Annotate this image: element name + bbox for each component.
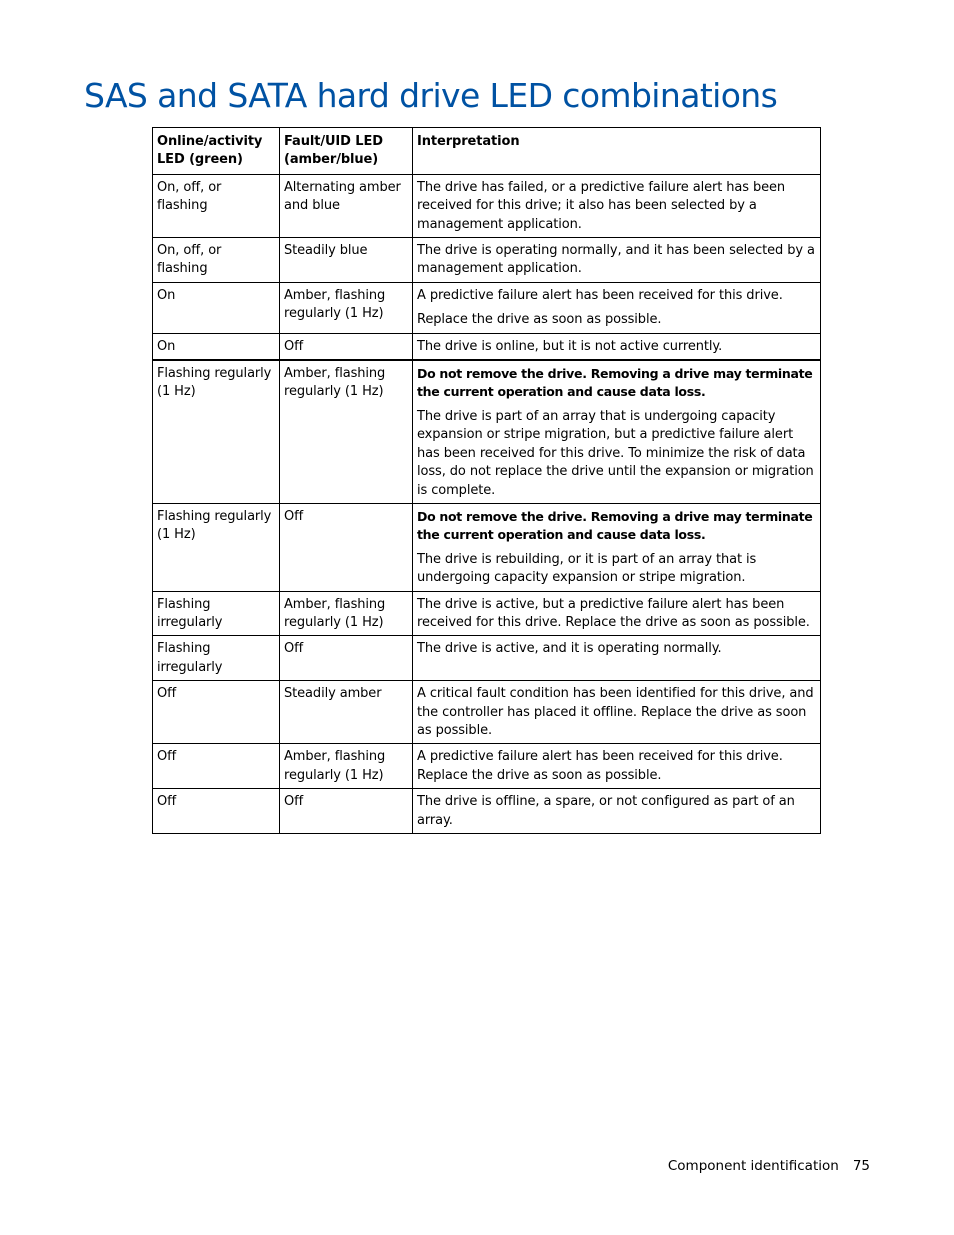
- interpretation-text: The drive has failed, or a predictive failure alert has been received for this drive; it also has been selected by a management application.: [417, 179, 786, 232]
- fault-uid-cell: Off: [280, 789, 413, 834]
- online-activity-cell: On: [153, 282, 280, 333]
- table-header-row: [153, 128, 821, 175]
- online-activity-cell: Flashing regularly (1 Hz): [153, 503, 280, 591]
- table-row: [153, 503, 821, 591]
- table-row: [153, 238, 821, 283]
- fault-uid-cell: Alternating amber and blue: [280, 174, 413, 237]
- table-row: [153, 591, 821, 636]
- interpretation-text: A predictive failure alert has been received for this drive. Replace the drive as soon as possible.: [417, 749, 783, 783]
- page-number: 75: [852, 1158, 870, 1174]
- interpretation-text: The drive is active, and it is operating normally.: [417, 641, 722, 657]
- fault-uid-cell: Amber, flashing regularly (1 Hz): [280, 282, 413, 333]
- online-activity-cell: Off: [153, 744, 280, 789]
- table-row: [153, 789, 821, 834]
- page-title: SAS and SATA hard drive LED combinations: [84, 76, 778, 115]
- footer-section-name: Component identification: [667, 1158, 839, 1174]
- header-interpretation: Interpretation: [413, 128, 821, 175]
- interpretation-cell: [413, 636, 821, 681]
- interpretation-cell: [413, 238, 821, 283]
- led-combinations-table: [152, 127, 821, 834]
- online-activity-cell: On: [153, 333, 280, 360]
- interpretation-cell: [413, 591, 821, 636]
- interpretation-text: The drive is rebuilding, or it is part of an array that is undergoing capacity expansion or stripe migration.: [417, 551, 757, 586]
- header-fault-uid-led: Fault/UID LED (amber/blue): [280, 128, 413, 175]
- interpretation-text: A critical fault condition has been identified for this drive, and the controller has placed it offline. Replace the drive as soon as possible.: [417, 686, 814, 738]
- online-activity-cell: Off: [153, 789, 280, 834]
- fault-uid-cell: Amber, flashing regularly (1 Hz): [280, 744, 413, 789]
- table-row: [153, 333, 821, 360]
- fault-uid-cell: Off: [280, 503, 413, 591]
- table-row: [153, 681, 821, 744]
- fault-uid-cell: Amber, flashing regularly (1 Hz): [280, 360, 413, 503]
- online-activity-cell: Flashing irregularly: [153, 591, 280, 636]
- interpretation-cell: [413, 681, 821, 744]
- page-footer: [668, 1158, 870, 1174]
- table-row: [153, 282, 821, 333]
- header-online-activity-led: Online/activity LED (green): [153, 128, 280, 175]
- fault-uid-cell: Off: [280, 333, 413, 360]
- interpretation-text: The drive is operating normally, and it has been selected by a management application.: [417, 243, 815, 277]
- interpretation-text: The drive is part of an array that is undergoing capacity expansion or stripe migration, but a predictive failure alert has been received for this drive. To minimize the risk of data loss, do not replace the drive until the expansion or migration is complete.: [417, 408, 814, 498]
- interpretation-text: A predictive failure alert has been received for this drive.: [417, 287, 783, 303]
- table-row: [153, 744, 821, 789]
- interpretation-text: Replace the drive as soon as possible.: [417, 312, 662, 328]
- table-row: [153, 360, 821, 503]
- interpretation-cell: [413, 360, 821, 503]
- data-loss-warning: Do not remove the drive. Removing a drive may terminate the current operation and cause data loss.: [417, 508, 813, 543]
- table-row: [153, 636, 821, 681]
- online-activity-cell: Off: [153, 681, 280, 744]
- data-loss-warning: Do not remove the drive. Removing a drive may terminate the current operation and cause data loss.: [417, 366, 813, 400]
- interpretation-cell: [413, 174, 821, 237]
- interpretation-text: The drive is online, but it is not active currently.: [417, 338, 723, 354]
- interpretation-cell: [413, 282, 821, 333]
- online-activity-cell: On, off, or flashing: [153, 238, 280, 283]
- fault-uid-cell: Steadily amber: [280, 681, 413, 744]
- online-activity-cell: Flashing irregularly: [153, 636, 280, 681]
- fault-uid-cell: Off: [280, 636, 413, 681]
- online-activity-cell: Flashing regularly (1 Hz): [153, 360, 280, 503]
- interpretation-cell: [413, 789, 821, 834]
- interpretation-cell: [413, 333, 821, 360]
- table-row: [153, 174, 821, 237]
- fault-uid-cell: Steadily blue: [280, 238, 413, 283]
- interpretation-text: The drive is offline, a spare, or not configured as part of an array.: [417, 794, 795, 828]
- interpretation-cell: [413, 503, 821, 591]
- online-activity-cell: On, off, or flashing: [153, 174, 280, 237]
- interpretation-text: The drive is active, but a predictive failure alert has been received for this drive. Replace the drive as soon as possible.: [417, 596, 810, 630]
- interpretation-cell: [413, 744, 821, 789]
- fault-uid-cell: Amber, flashing regularly (1 Hz): [280, 591, 413, 636]
